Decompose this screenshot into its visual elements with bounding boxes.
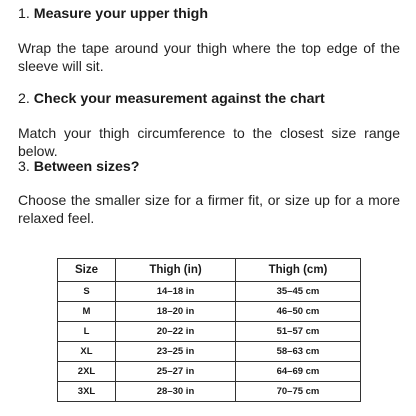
size-cell: 3XL — [58, 382, 116, 402]
table-header-row — [58, 259, 361, 282]
step-1-heading — [18, 5, 208, 23]
thigh-in-cell: 18–20 in — [116, 302, 236, 322]
size-chart-table — [57, 258, 361, 402]
header-thigh-cm: Thigh (cm) — [236, 259, 361, 282]
size-cell: 2XL — [58, 362, 116, 382]
step-2-heading — [18, 90, 325, 108]
table-row — [58, 302, 361, 322]
thigh-in-cell: 14–18 in — [116, 282, 236, 302]
thigh-cm-cell: 35–45 cm — [236, 282, 361, 302]
thigh-in-cell: 20–22 in — [116, 322, 236, 342]
table-row — [58, 322, 361, 342]
thigh-cm-cell: 58–63 cm — [236, 342, 361, 362]
size-cell: XL — [58, 342, 116, 362]
step-3-title: Between sizes? — [33, 159, 140, 175]
table-row — [58, 342, 361, 362]
thigh-cm-cell: 51–57 cm — [236, 322, 361, 342]
step-2-number: 2. — [18, 91, 30, 107]
step-3-heading — [18, 158, 139, 176]
header-size: Size — [58, 259, 116, 282]
step-3-number: 3. — [18, 159, 30, 175]
table-row — [58, 282, 361, 302]
header-thigh-in: Thigh (in) — [116, 259, 236, 282]
table-row — [58, 382, 361, 402]
thigh-in-cell: 25–27 in — [116, 362, 236, 382]
thigh-cm-cell: 70–75 cm — [236, 382, 361, 402]
table-row — [58, 362, 361, 382]
thigh-in-cell: 23–25 in — [116, 342, 236, 362]
thigh-in-cell: 28–30 in — [116, 382, 236, 402]
thigh-cm-cell: 64–69 cm — [236, 362, 361, 382]
step-1-title: Measure your upper thigh — [33, 6, 209, 22]
step-1-body: Wrap the tape around your thigh where the top edge of the sleeve will sit. — [18, 40, 400, 74]
step-1-number: 1. — [18, 6, 30, 22]
step-2-body: Match your thigh circumference to the closest size range below. — [18, 125, 400, 159]
size-cell: M — [58, 302, 116, 322]
size-cell: L — [58, 322, 116, 342]
step-2-title: Check your measurement against the chart — [33, 91, 325, 107]
size-cell: S — [58, 282, 116, 302]
step-3-body: Choose the smaller size for a firmer fit, or size up for a more relaxed feel. — [18, 192, 400, 226]
thigh-cm-cell: 46–50 cm — [236, 302, 361, 322]
